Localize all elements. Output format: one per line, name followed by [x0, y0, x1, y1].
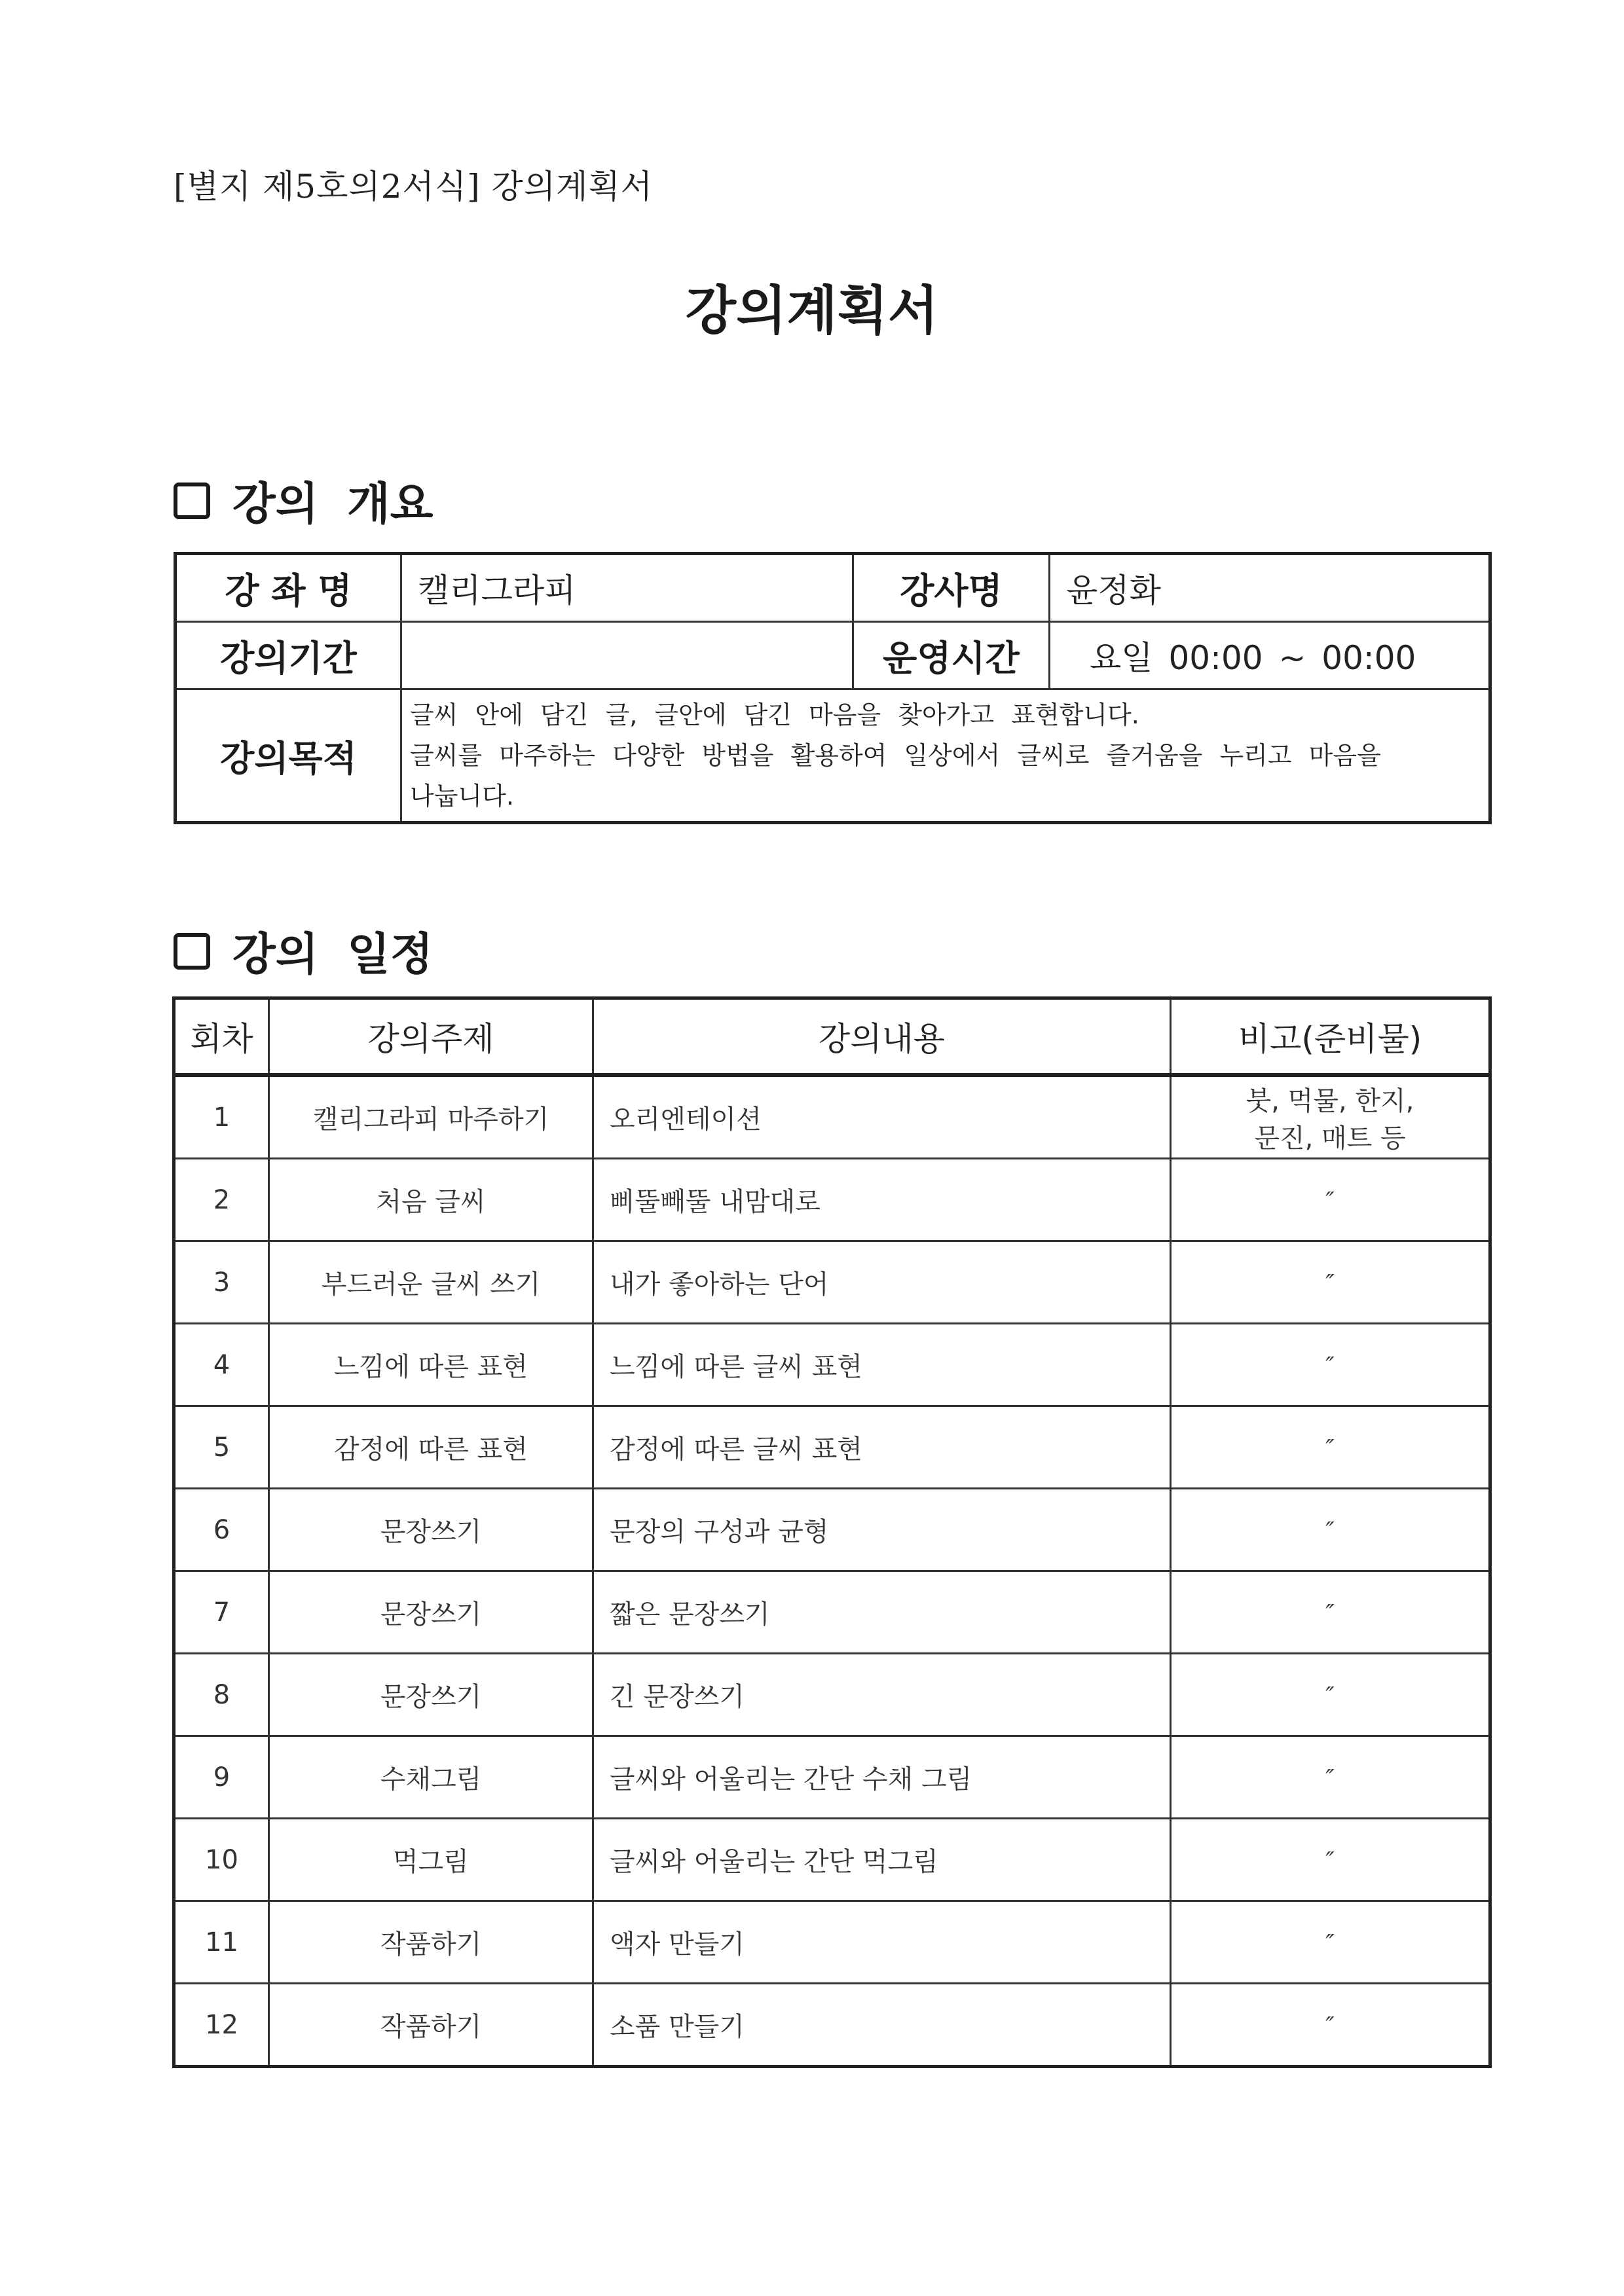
instructor-value: 윤정화	[1050, 554, 1490, 622]
session-note	[1171, 1489, 1490, 1571]
note-line: 붓, 먹물, 한지,	[1246, 1085, 1414, 1116]
header-session: 회차	[174, 998, 269, 1076]
session-content: 내가 좋아하는 단어	[593, 1241, 1171, 1324]
purpose-line: 글씨 안에 담긴 글, 글안에 담긴 마음을 찾아가고 표현합니다.	[410, 701, 1139, 729]
session-note	[1171, 1241, 1490, 1324]
operating-hours-value: 요일 00:00 ~ 00:00	[1050, 622, 1490, 689]
table-row	[174, 1654, 1490, 1736]
form-label: [별지 제5호의2서식] 강의계획서	[174, 168, 654, 206]
section-schedule-title: 강의 일정	[232, 928, 434, 981]
ditto-mark: ″	[1325, 2012, 1335, 2039]
session-content: 긴 문장쓰기	[593, 1654, 1171, 1736]
session-content: 액자 만들기	[593, 1901, 1171, 1984]
instructor-label: 강사명	[853, 554, 1050, 622]
session-topic: 먹그림	[269, 1819, 593, 1901]
ditto-mark: ″	[1325, 1352, 1335, 1379]
ditto-mark: ″	[1325, 1847, 1335, 1874]
table-row	[174, 1571, 1490, 1654]
table-row	[174, 1489, 1490, 1571]
session-number: 9	[174, 1736, 269, 1819]
period-value	[401, 622, 853, 689]
ditto-mark: ″	[1325, 1269, 1335, 1297]
ditto-mark: ″	[1325, 1434, 1335, 1462]
session-topic: 문장쓰기	[269, 1654, 593, 1736]
session-note	[1171, 1075, 1490, 1159]
table-row	[174, 1819, 1490, 1901]
session-number: 1	[174, 1075, 269, 1159]
session-content: 문장의 구성과 균형	[593, 1489, 1171, 1571]
session-topic: 작품하기	[269, 1901, 593, 1984]
session-note	[1171, 1406, 1490, 1489]
ditto-mark: ″	[1325, 1187, 1335, 1214]
session-number: 5	[174, 1406, 269, 1489]
session-topic: 캘리그라피 마주하기	[269, 1075, 593, 1159]
header-topic: 강의주제	[269, 998, 593, 1076]
table-row	[174, 1406, 1490, 1489]
period-label: 강의기간	[175, 622, 401, 689]
note-line: 문진, 매트 등	[1254, 1123, 1406, 1154]
session-number: 3	[174, 1241, 269, 1324]
session-note	[1171, 1159, 1490, 1241]
overview-table	[174, 552, 1492, 824]
ditto-mark: ″	[1325, 1517, 1335, 1544]
session-content: 감정에 따른 글씨 표현	[593, 1406, 1171, 1489]
header-notes: 비고(준비물)	[1171, 998, 1490, 1076]
session-topic: 느낌에 따른 표현	[269, 1324, 593, 1406]
checkbox-square-icon	[174, 483, 210, 519]
table-row	[174, 1901, 1490, 1984]
session-content: 소품 만들기	[593, 1984, 1171, 2067]
session-topic: 처음 글씨	[269, 1159, 593, 1241]
session-note	[1171, 1901, 1490, 1984]
session-topic: 감정에 따른 표현	[269, 1406, 593, 1489]
schedule-table	[172, 996, 1492, 2068]
session-note	[1171, 1736, 1490, 1819]
section-schedule-heading	[174, 919, 433, 983]
session-topic: 수채그림	[269, 1736, 593, 1819]
session-number: 6	[174, 1489, 269, 1571]
header-content: 강의내용	[593, 998, 1171, 1076]
session-number: 7	[174, 1571, 269, 1654]
session-note	[1171, 1654, 1490, 1736]
table-row	[174, 1736, 1490, 1819]
course-name-label: 강 좌 명	[175, 554, 401, 622]
session-content: 글씨와 어울리는 간단 수채 그림	[593, 1736, 1171, 1819]
session-number: 8	[174, 1654, 269, 1736]
session-number: 10	[174, 1819, 269, 1901]
session-note	[1171, 1324, 1490, 1406]
purpose-line: 글씨를 마주하는 다양한 방법을 활용하여 일상에서 글씨로 즐거움을 누리고 마음을	[410, 741, 1381, 770]
purpose-label: 강의목적	[175, 689, 401, 823]
ditto-mark: ″	[1325, 1929, 1335, 1957]
course-name-value: 캘리그라피	[401, 554, 853, 622]
session-number: 12	[174, 1984, 269, 2067]
session-note	[1171, 1984, 1490, 2067]
table-row	[174, 1075, 1490, 1159]
ditto-mark: ″	[1325, 1599, 1335, 1627]
session-topic: 부드러운 글씨 쓰기	[269, 1241, 593, 1324]
session-number: 2	[174, 1159, 269, 1241]
purpose-line: 나눕니다.	[410, 782, 514, 811]
ditto-mark: ″	[1325, 1682, 1335, 1709]
session-topic: 문장쓰기	[269, 1571, 593, 1654]
section-overview-heading	[174, 469, 433, 532]
session-content: 오리엔테이션	[593, 1075, 1171, 1159]
table-row	[174, 1324, 1490, 1406]
checkbox-square-icon	[174, 933, 210, 970]
section-overview-title: 강의 개요	[232, 478, 434, 530]
session-content: 느낌에 따른 글씨 표현	[593, 1324, 1171, 1406]
table-row	[174, 1159, 1490, 1241]
session-note	[1171, 1819, 1490, 1901]
ditto-mark: ″	[1325, 1764, 1335, 1792]
session-content: 글씨와 어울리는 간단 먹그림	[593, 1819, 1171, 1901]
table-row	[174, 1984, 1490, 2067]
session-topic: 문장쓰기	[269, 1489, 593, 1571]
operating-hours-label: 운영시간	[853, 622, 1050, 689]
session-content: 짧은 문장쓰기	[593, 1571, 1171, 1654]
table-row	[174, 1241, 1490, 1324]
document-title: 강의계획서	[685, 280, 939, 341]
session-content: 삐뚤빼뚤 내맘대로	[593, 1159, 1171, 1241]
session-number: 11	[174, 1901, 269, 1984]
session-note	[1171, 1571, 1490, 1654]
session-topic: 작품하기	[269, 1984, 593, 2067]
purpose-text	[401, 689, 1490, 823]
session-number: 4	[174, 1324, 269, 1406]
